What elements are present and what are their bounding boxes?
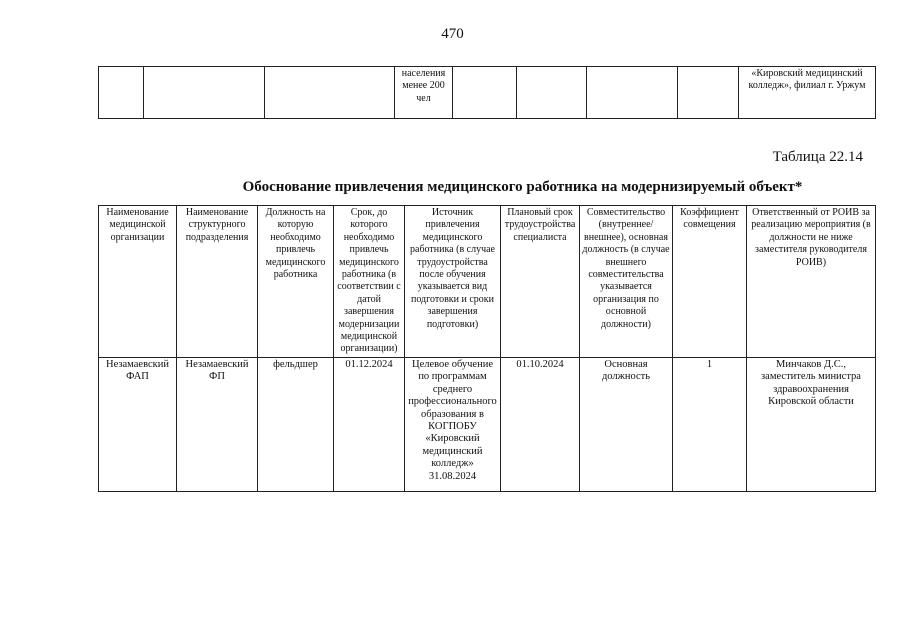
cell-coefficient: 1 [673,357,747,491]
cell-organization: Незамаевский ФАП [99,357,177,491]
header-position: Должность на которую необходимо привлечь медицинского работника [258,206,334,358]
table-cell [144,67,265,119]
cell-subdivision: Незамаевский ФП [177,357,258,491]
table-cell [99,67,144,119]
table-cell: «Кировский медицинский колледж», филиал г. Уржум [739,67,876,119]
table-title: Обоснование привлечения медицинского работника на модернизируемый объект* [242,179,803,195]
header-responsible: Ответственный от РОИВ за реализацию мероприятия (в должности не ниже заместителя руководителя РОИВ) [747,206,876,358]
header-source: Источник привлечения медицинского работника (в случае трудоустройства после обучения указывается вид подготовки и сроки завершения подготовки) [405,206,501,358]
cell-planned-date: 01.10.2024 [501,357,580,491]
table-header-row [99,206,876,358]
table-cell [453,67,517,119]
table-cell [265,67,395,119]
header-deadline: Срок, до которого необходимо привлечь медицинского работника (в соответствии с датой завершения модернизации медицинской организации) [334,206,405,358]
table-cell [517,67,587,119]
table-row [99,67,876,119]
header-organization: Наименование медицинской организации [99,206,177,358]
justification-table [98,205,876,492]
table-cell: населения менее 200 чел [395,67,453,119]
page-number: 470 [441,26,464,42]
table-row [99,357,876,491]
header-planned-date: Плановый срок трудоустройства специалиста [501,206,580,358]
table-cell [678,67,739,119]
cell-responsible: Минчаков Д.С., заместитель министра здравоохранения Кировской области [747,357,876,491]
cell-position: фельдшер [258,357,334,491]
cell-combination: Основная должность [580,357,673,491]
table-caption: Таблица 22.14 [772,149,863,165]
header-combination: Совместительство (внутреннее/внешнее), основная должность (в случае внешнего совместительства указывается организация по основной должности) [580,206,673,358]
cell-deadline: 01.12.2024 [334,357,405,491]
continuation-table [98,66,876,119]
cell-source: Целевое обучение по программам среднего профессионального образования в КОГПОБУ «Кировский медицинский колледж» 31.08.2024 [405,357,501,491]
header-coefficient: Коэффициент совмещения [673,206,747,358]
table-cell [587,67,678,119]
header-subdivision: Наименование структурного подразделения [177,206,258,358]
